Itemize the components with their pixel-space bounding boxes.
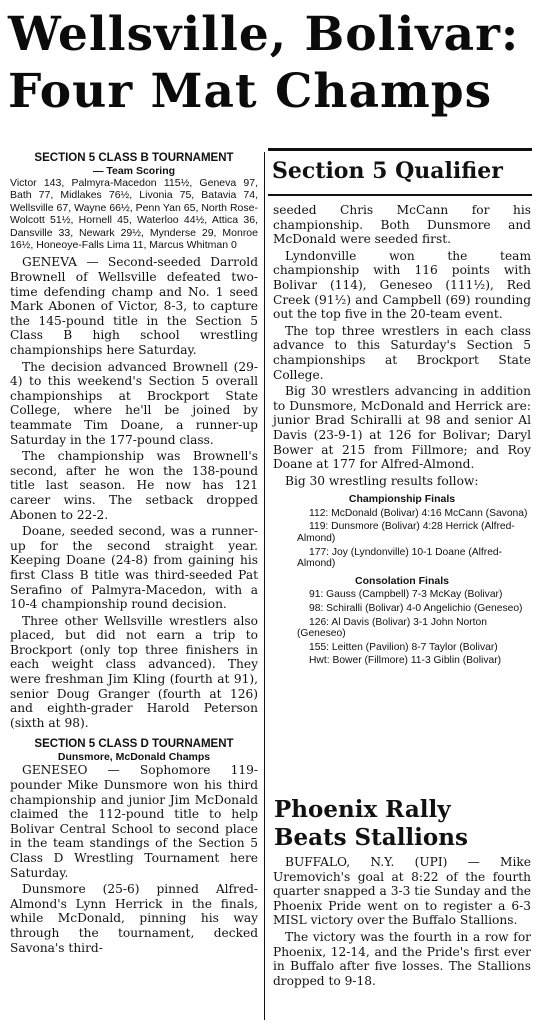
headline — [8, 6, 533, 120]
result-line: 98: Schiralli (Bolivar) 4-0 Angelichio (Geneseo) — [309, 603, 523, 615]
class-b-paragraph: The championship was Brownell's second, after he won the 138-pound title last season. He now has 121 career wins. The setback dropped Abonen to 22-2. — [10, 449, 258, 522]
column-divider — [264, 152, 265, 1020]
qualifier-bottom-rule — [268, 194, 532, 196]
class-d-subheading: Dunsmore, McDonald Champs — [57, 751, 211, 764]
class-b-paragraph: The decision advanced Brownell (29-4) to this weekend's Section 5 overall championships at Brockport State College, where he'll be joined by teammate Tim Doane, a runner-up Saturday in the 177-pound class. — [10, 359, 258, 447]
championship-finals-title: Championship Finals — [348, 493, 456, 506]
class-d-paragraph: Dunsmore (25-6) pinned Alfred-Almond's Lynn Herrick in the finals, while McDonald, pinning his way through the tournament, decked Savona's third- — [10, 882, 258, 955]
class-d-continuation: The top three wrestlers in each class advance to this Saturday's Section 5 championships at Brockport State College. — [273, 323, 531, 382]
left-column — [10, 152, 258, 957]
qualifier-top-rule — [268, 148, 532, 151]
result-line: 91: Gauss (Campbell) 7-3 McKay (Bolivar) — [309, 589, 503, 601]
class-d-continuation: Big 30 wrestlers advancing in addition to Dunsmore, McDonald and Herrick are: junior Brad Schiralli at 98 and senior Al Davis (23-9-1) at 126 for Bolivar; Daryl Bower at 215 from Fillmore; and Roy Doane at 177 for Alfred-Almond. — [273, 384, 531, 472]
class-d-continuation: seeded Chris McCann for his championship. Both Dunsmore and McDonald were seeded first. — [273, 203, 531, 247]
phoenix-headline-line-2: Beats Stallions — [274, 824, 468, 851]
result-line: Hwt: Bower (Fillmore) 11-3 Giblin (Bolivar) — [309, 655, 502, 667]
result-line: 119: Dunsmore (Bolivar) 4:28 Herrick (Alfred-Almond) — [297, 521, 515, 545]
right-column-qualifier — [273, 203, 531, 669]
class-d-continuation: Lyndonville won the team championship with 116 points with Bolivar (114), Geneseo (111½), Red Creek (91½) and Campbell (69) rounding out the top five in the 20-team event. — [273, 248, 531, 322]
phoenix-headline-line-1: Phoenix Rally — [274, 796, 451, 823]
class-d-heading: SECTION 5 CLASS D TOURNAMENT — [34, 738, 234, 751]
result-line: 155: Leitten (Pavilion) 8-7 Taylor (Bolivar) — [309, 641, 498, 653]
class-d-paragraph: GENESEO — Sophomore 119-pounder Mike Dunsmore won his third championship and junior Jim McDonald claimed the 112-pound title to help Bolivar Central School to second place in the team standings of the Section 5 Class D Wrestling Tournament here Saturday. — [10, 763, 258, 880]
class-d-continuation: Big 30 wrestling results follow: — [285, 473, 479, 488]
phoenix-headline — [274, 796, 532, 852]
qualifier-heading: Section 5 Qualifier — [272, 158, 503, 184]
consolation-finals-title: Consolation Finals — [355, 574, 449, 587]
result-line: 126: Al Davis (Bolivar) 3-1 John Norton (Geneseo) — [297, 616, 487, 640]
headline-line-1: Wellsville, Bolivar: — [8, 7, 520, 62]
class-b-paragraph: Three other Wellsville wrestlers also placed, but did not earn a trip to Brockport (only top three finishers in each weight class advanced). They were freshman Jim Kling (fourth at 91), senior Doug Granger (fourth at 126) and eighth-grader Harold Peterson (sixth at 98). — [10, 613, 258, 730]
phoenix-paragraph: The victory was the fourth in a row for Phoenix, 12-14, and the Pride's first ever in Buffalo after five losses. The Stallions dropped to 9-18. — [273, 929, 531, 988]
class-b-subheading: — Team Scoring — [92, 165, 176, 177]
result-line: 112: McDonald (Bolivar) 4:16 McCann (Savona) — [309, 507, 528, 519]
class-b-heading: SECTION 5 CLASS B TOURNAMENT — [34, 152, 234, 164]
phoenix-story — [273, 855, 531, 990]
class-b-paragraph: Doane, seeded second, was a runner-up for the second straight year. Keeping Doane (24-8) from gaining his first Class B title was third-seeded Pat Serafino of Palmyra-Macedon, with a 10-4 championship round decision. — [10, 524, 258, 612]
class-b-paragraph: GENEVA — Second-seeded Darrold Brownell of Wellsville defeated two-time defending champ and No. 1 seed Mark Abonen of Victor, 8-3, to capture the 145-pound title in the Section 5 Class B high school wrestling championships here Saturday. — [10, 255, 258, 357]
headline-line-2: Four Mat Champs — [8, 64, 493, 119]
class-b-team-scoring: Victor 143, Palmyra-Macedon 115½, Geneva 97, Bath 77, Midlakes 76½, Livonia 75, Batavia 74, Wellsville 67, Wayne 66½, Penn Yan 65, North Rose-Wolcott 51½, Hornell 45, Waterloo 44½, Attica 36, Dansville 33, Newark 29½, Mynderse 29, Monroe 16½, Honeoye-Falls Lima 11, Marcus Whitman 0 — [10, 177, 258, 252]
phoenix-paragraph: BUFFALO, N.Y. (UPI) — Mike Uremovich's goal at 8:22 of the fourth quarter snapped a 3-3 tie Sunday and the Phoenix Pride went on to register a 6-3 MISL victory over the Buffalo Stallions. — [273, 855, 531, 928]
result-line: 177: Joy (Lyndonville) 10-1 Doane (Alfred-Almond) — [297, 546, 503, 570]
